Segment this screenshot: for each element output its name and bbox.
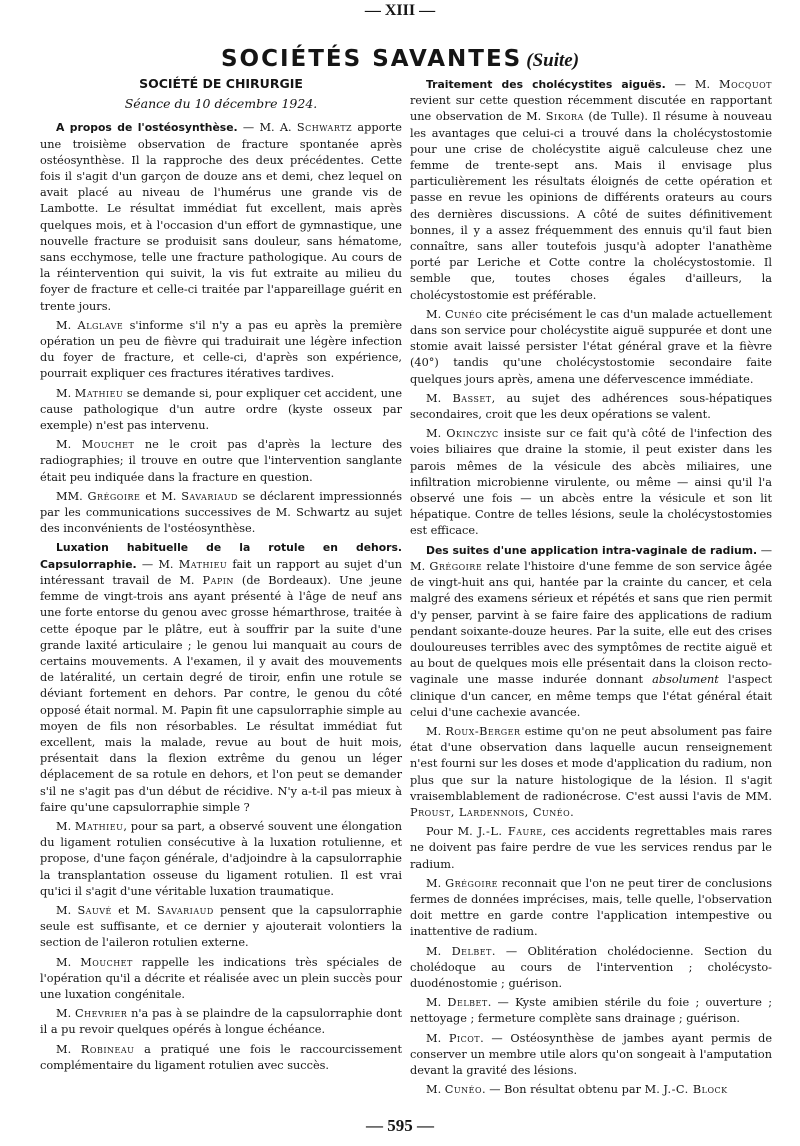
honorific: M. <box>426 307 446 321</box>
seance-prefix: Séance du <box>124 96 191 112</box>
honorific: M. <box>56 903 78 917</box>
paragraph-text: (de Tulle). Il résume à nouveau les avantages que celui-ci a trouvé dans la cholécystostomie pour une crise de cholécystite aiguë calculeuse chez une femme de trente-sept ans. Mais il envisage plus particulièrement les résultats éloignés de cette opération et passe en revue les opinions de différents orateurs au cours des dernières discussions. A côté de suites définitivement bonnes, il y a assez fréquemment des ennuis qu'il faut bien connaître, sans aller toutefois jusqu'à adopter l'anathème porté par Leriche et Cotte contre la cholécystostomie. Il semble que, toutes choses égales d'ailleurs, la cholécystostomie est préférable. <box>410 110 772 302</box>
paragraph <box>410 426 772 539</box>
paragraph <box>410 307 772 388</box>
author-name: Grégoire <box>445 876 498 890</box>
paragraph <box>40 903 402 952</box>
honorific: M. <box>56 955 81 969</box>
author-name: Mathieu <box>178 557 228 571</box>
author-name: Delbet <box>447 996 488 1010</box>
rubric-heading: A propos de l'ostéosynthèse. <box>56 121 238 135</box>
author-name: J.-C. Block <box>663 1083 728 1097</box>
paragraph <box>410 391 772 423</box>
paragraph-text: se déclarent impressionnés par les communications successives de M. Schwartz au sujet des inconvénients de l'ostéosynthèse. <box>40 489 402 536</box>
author-name: Delbet <box>451 944 492 958</box>
conjunction: et M. <box>111 903 158 917</box>
left-column <box>40 74 402 1077</box>
honorific: M. <box>426 876 446 890</box>
paragraph <box>410 77 772 304</box>
paragraph-text: , au sujet des adhérences sous-hépatiques secondaires, croit que les deux opérations se valent. <box>410 391 773 422</box>
author-name: Cunéo <box>444 1083 483 1097</box>
paragraph <box>410 944 772 993</box>
paragraph <box>40 1042 402 1074</box>
paragraph-text: cite précisément le cas d'un malade actuellement dans son service pour cholécystite aiguë suppurée et dont une stomie avait laissé persister l'état général grave et la fièvre (40°) tandis qu'une cholécystostomie secondaire faite quelques jours après, amena une défervescence immédiate. <box>410 307 772 386</box>
dash: — M. <box>665 78 720 91</box>
paragraph <box>40 489 402 538</box>
honorific: M. <box>56 1007 75 1021</box>
honorific: M. <box>426 1083 445 1097</box>
paragraph <box>40 1006 402 1038</box>
rubric-heading: Traitement des cholécystites aiguës. <box>426 78 666 91</box>
author-name: Savariaud <box>181 489 238 503</box>
author-name: Sauvé <box>77 903 112 917</box>
paragraph-text: fait un rapport au sujet d'un intéressant travail de M. <box>40 557 402 587</box>
paragraph-text: ne le croit pas d'après la lecture des radiographies; il trouve en outre que l'intervention sanglante était peu indiquée dans la fracture en question. <box>40 438 402 484</box>
dash: — M. A. <box>237 121 297 135</box>
dash: — M. <box>410 543 772 573</box>
paragraph <box>40 955 402 1004</box>
author-name: Mocquot <box>719 78 772 91</box>
paragraph-text: reconnait que l'on ne peut tirer de conclusions fermes de données imprécises, mais, telle quelle, l'observation doit mettre en garde contre l'application intempestive ou inattentive de radium. <box>410 876 773 939</box>
paragraph-text: . — Oblitération cholédocienne. Section du cholédoque au cours de l'intervention ; cholécysto-duodénostomie ; guérison. <box>410 944 772 990</box>
punctuation: . <box>570 805 574 819</box>
honorific: M. <box>426 996 448 1010</box>
author-name: Roux-Berger <box>445 724 521 738</box>
seance-date <box>40 96 402 112</box>
page-header-numeral: — XIII — <box>364 2 436 19</box>
honorific: M. <box>56 1042 81 1056</box>
author-name: Chevrier <box>75 1007 128 1021</box>
paragraph <box>410 824 772 873</box>
paragraph-text: apporte une troisième observation de fracture spontanée après ostéosynthèse. Il la rapproche des deux précédentes. Cette fois il s'agit d'un garçon de douze ans et demi, chez lequel on avait placé au niveau de l'humérus une grande vis de Lambotte. Le résultat immédiat fut excellent, mais après quelques mois, et à l'occasion d'un effort de gymnastique, une nouvelle fracture se produisit sans douleur, sans hématome, sans ecchymose, telle une fracture pathologique. Au cours de la réintervention qui suivit, la vis fut extraite au milieu du foyer de fracture et celle-ci traitée par l'appareillage guérit en trente jours. <box>40 121 402 313</box>
author-name: Papin <box>202 573 234 587</box>
author-name: Mathieu <box>74 819 124 833</box>
author-name: Sikora <box>545 110 584 124</box>
page-number: — 595 — <box>366 1116 434 1135</box>
paragraph <box>410 1031 772 1080</box>
seance-date-value: 10 décembre 1924. <box>194 96 318 112</box>
paragraph <box>410 543 772 721</box>
honorific: MM. <box>56 489 88 503</box>
paragraph-text: rappelle les indications très spéciales de l'opération qu'il a décrite et réalisée avec un plein succès pour une luxation congénitale. <box>40 955 402 1001</box>
author-name: Okinczyc <box>446 427 499 441</box>
honorific: Pour M. <box>426 825 478 839</box>
honorific: M. <box>426 1031 449 1045</box>
paragraph <box>40 437 402 486</box>
author-name: Picot <box>448 1031 481 1045</box>
author-name: Grégoire <box>429 559 483 573</box>
paragraph-text: . — Ostéosynthèse de jambes ayant permis de conserver un membre utile alors qu'on songeait à l'amputation devant la gravité des lésions. <box>410 1031 773 1077</box>
author-name: J.-L. Faure <box>477 825 543 839</box>
paragraph-text: a pratiqué une fois le raccourcissement complémentaire du ligament rotulien avec succès. <box>40 1042 403 1072</box>
paragraph-text: . — Kyste amibien stérile du foie ; ouverture ; nettoyage ; fermeture complète sans drainage ; guérison. <box>410 996 773 1026</box>
paragraph-text: l'aspect clinique d'un cancer, en même temps que l'état général était celui d'une cachexie avancée. <box>410 673 772 719</box>
author-name: Robineau <box>80 1042 135 1056</box>
author-name: Basset <box>452 391 492 405</box>
honorific: M. <box>426 724 446 738</box>
author-name: Mathieu <box>74 386 124 400</box>
paragraph-text: . — Bon résultat obtenu par M. <box>482 1083 664 1097</box>
paragraph <box>40 318 402 383</box>
paragraph-text: pensent que la capsulorraphie seule est suffisante, et ce dernier y ajouterait volontiers la section de l'aileron rotulien externe. <box>40 903 403 950</box>
emphasis: absolument <box>652 673 719 687</box>
section-title: SOCIÉTÉS SAVANTES <box>220 46 523 72</box>
paragraph-text: s'informe s'il n'y a pas eu après la première opération un peu de fièvre qui traduirait une légère infection du foyer de fracture, et celle-ci, d'après son expérience, pourrait expliquer ces fractures itératives tardives. <box>40 318 403 381</box>
paragraph-text: se demande si, pour expliquer cet accident, une cause pathologique d'un autre ordre (kyste osseux par exemple) n'est pas intervenu. <box>40 386 403 433</box>
paragraph <box>40 120 402 314</box>
section-title-suite: (Suite) <box>526 50 580 71</box>
author-name: Mouchet <box>81 438 135 452</box>
paragraph-text: relate l'histoire d'une femme de son service âgée de vingt-huit ans qui, hantée par la crainte du cancer, et cela malgré des examens sérieux et répétés et sans que rien permit d'y penser, parvint à se faire faire des applications de radium pendant soixante-douze heures. Par la suite, elle eut des crises douloureuses terribles avec des symptômes de rectite aiguë et au bout de quelques mois elle présentait dans la cloison recto-vaginale une masse indurée donnant <box>410 559 773 687</box>
honorific: M. <box>56 386 75 400</box>
paragraph <box>410 995 772 1027</box>
dash: — M. <box>136 557 179 571</box>
paragraph-text: , pour sa part, a observé souvent une élongation du ligament rotulien consécutive à la luxation rotulienne, et propose, d'une façon générale, d'adjoindre à la capsulorraphie la transplantation osseuse du ligament rotulien. Il est vrai qu'ici il s'agit d'une véritable luxation traumatique. <box>40 819 403 898</box>
honorific: M. <box>426 944 452 958</box>
paragraph-text: revient sur cette question récemment discutée en rapportant une observation de M. <box>410 94 772 124</box>
conjunction: et M. <box>140 489 182 503</box>
author-name: Alglave <box>77 318 124 332</box>
honorific: M. <box>426 427 447 441</box>
author-name: Schwartz <box>296 121 353 135</box>
honorific: M. <box>426 391 453 405</box>
paragraph <box>410 1082 772 1098</box>
paragraph-text: estime qu'on ne peut absolument pas faire état d'une observation dans laquelle aucun renseignement n'est fourni sur les doses et mode d'application du radium, non plus que sur la nature histologique de la lésion. Il s'agit vraisemblablement de radionécrose. C'est aussi l'avis de MM. <box>410 724 773 803</box>
paragraph-text: insiste sur ce fait qu'à côté de l'infection des voies biliaires que draine la stomie, il peut exister dans les parois mêmes de la vésicule des abcès miliaires, une infiltration microbienne virulente, ou même — ainsi qu'il l'a observé une fois — un abcès entre la vésicule et son lit hépatique. Contre de telles lésions, seule la cholécystostomies est efficace. <box>410 427 773 538</box>
honorific: M. <box>56 318 78 332</box>
honorific: M. <box>56 438 82 452</box>
paragraph <box>40 386 402 435</box>
rubric-heading: Luxation habituelle de la rotule en dehors. Capsulorraphie. <box>40 541 402 571</box>
author-name: Savariaud <box>157 903 214 917</box>
paragraph-text: , ces accidents regrettables mais rares ne doivent pas faire perdre de vue les services rendus par le radium. <box>410 825 772 871</box>
paragraph-text: n'a pas à se plaindre de la capsulorraphie dont il a pu revoir quelques opérés à longue échéance. <box>40 1007 402 1037</box>
right-column <box>410 77 772 1101</box>
paragraph <box>410 724 772 821</box>
paragraph-text: (de Bordeaux). Une jeune femme de vingt-trois ans ayant présenté à l'âge de neuf ans une forte entorse du genou avec grosse hémarthrose, traitée à cette époque par le plâtre, eut à souffrir par la suite d'une grande laxité articulaire ; le genou lui manquait au cours de certains mouvements. A l'examen, il y avait des mouvements de latéralité, un certain degré de tiroir, enfin une rotule se déviant fortement en dehors. Par contre, le genou du côté opposé était normal. M. Papin fit une capsulorraphie simple au moyen de fils non résorbables. Le résultat immédiat fut excellent, mais la malade, revue au bout de huit mois, présentait dans la flexion extrême du genou un léger déplacement de sa rotule en dehors, et l'on peut se demander s'il ne s'agit pas d'un début de récidive. N'y a-t-il pas mieux à faire qu'une capsulorraphie simple ? <box>40 573 402 814</box>
honorific: M. <box>56 819 75 833</box>
rubric-heading: Des suites d'une application intra-vaginale de radium. <box>426 543 758 557</box>
paragraph <box>40 819 402 900</box>
paragraph <box>40 540 402 815</box>
author-name: Grégoire <box>87 489 141 503</box>
page-title <box>0 46 800 72</box>
author-name: Cunéo <box>445 307 483 321</box>
paragraph <box>410 876 772 941</box>
author-name: Proust, Lardennois, Cunéo <box>410 805 571 819</box>
author-name: Mouchet <box>80 955 133 969</box>
society-title: SOCIÉTÉ DE CHIRURGIE <box>139 76 303 91</box>
